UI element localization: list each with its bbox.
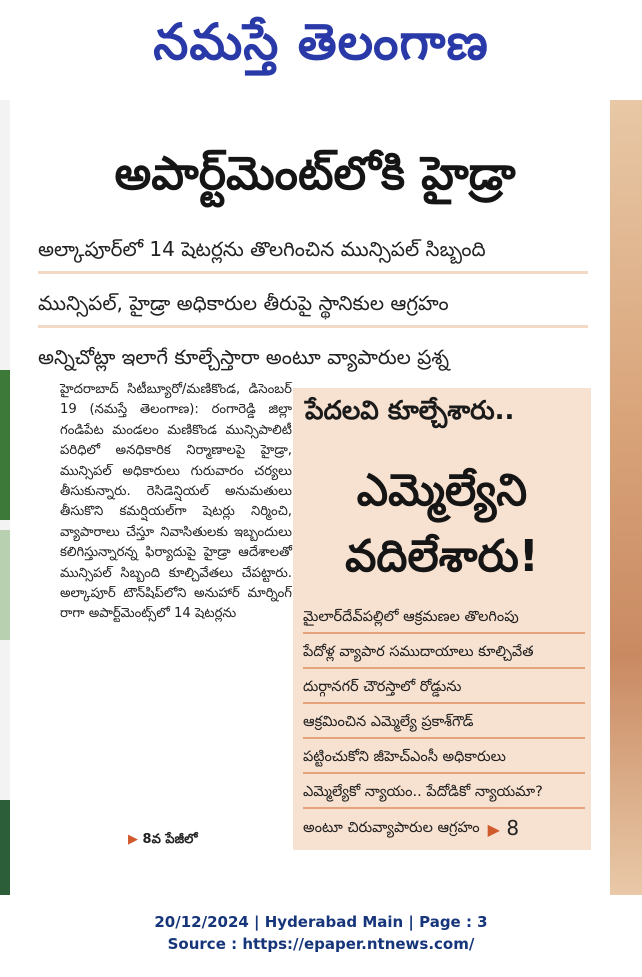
subheadline: అన్నిచోట్లా ఇలాగే కూల్చేస్తారా అంటూ వ్యాపారుల ప్రశ్న bbox=[38, 345, 450, 369]
sidebar-point: ఆక్రమించిన ఎమ్మెల్యే ప్రకాశ్‌గౌడ్ bbox=[303, 708, 585, 739]
adjacent-page-left bbox=[0, 100, 10, 895]
next-article-cut-headline bbox=[40, 848, 590, 895]
masthead bbox=[0, 0, 642, 96]
subheadline-list bbox=[38, 228, 588, 390]
article-clipping bbox=[10, 100, 610, 895]
sidebar-point: దుర్గానగర్ చౌరస్తాలో రోడ్డును bbox=[303, 673, 585, 704]
article-headline: అపార్ట్‌మెంట్‌లోకి హైడ్రా bbox=[114, 146, 516, 200]
sidebar-points bbox=[303, 603, 585, 848]
sidebar-point-with-ref bbox=[303, 813, 585, 844]
article-body bbox=[60, 380, 292, 860]
arrow-icon: ▶ bbox=[487, 819, 500, 839]
continued-label: 8వ పేజీలో bbox=[142, 832, 198, 847]
sidebar-kicker: పేదలవి కూల్చేశారు.. bbox=[305, 396, 515, 426]
source-link[interactable]: Source : https://epaper.ntnews.com/ bbox=[167, 935, 475, 953]
article-body-text: రంగారెడ్డి జిల్లా గండిపేట మండలం మణికొండ మున్సిపాలిటీ పరిధిలో అనధికారిక నిర్మాణాలపై హైడ్రా, మున్సిపల్ అధికారులు గురువారం చర్యలు తీసుకున్నారు. రెసిడెన్షియల్ అనుమతులు తీసుకొని కమర్షియల్‌గా షెటర్లు నిర్మించి, వ్యాపారాలు చేస్తూ నివాసితులకు ఇబ్బందులు కలిగిస్తున్నారన్న ఫిర్యాదుపై హైడ్రా ఆదేశాలతో మున్సిపల్ సిబ్బంది కూల్చివేతలు చేపట్టారు. అల్కాపూర్ టౌన్‌షిప్‌లోని అనుహార్ మార్నింగ్ రాగా అపార్ట్‌మెంట్స్‌లో 14 షెటర్లను bbox=[60, 402, 292, 622]
subheadline: మున్సిపల్, హైడ్రా అధికారుల తీరుపై స్థానికుల ఆగ్రహం bbox=[38, 282, 588, 328]
sidebar-quote-line: వదిలేశారు! bbox=[345, 531, 539, 582]
sidebar-point: అంటూ చిరువ్యాపారుల ఆగ్రహం bbox=[303, 820, 480, 836]
sidebar-quote bbox=[293, 458, 591, 590]
sidebar-point: ఎమ్మెల్యేకో న్యాయం.. పేదోడికో న్యాయమా? bbox=[303, 778, 585, 809]
article-byline: హైదరాబాద్ సిటీబ్యూరో/మణికొండ, డిసెంబర్ 19 (నమస్తే తెలంగాణ): bbox=[60, 382, 292, 418]
edition-info: 20/12/2024 | Hyderabad Main | Page : 3 bbox=[154, 913, 488, 931]
newspaper-logo: నమస్తే తెలంగాణ bbox=[153, 12, 489, 71]
sidebar-point: పేదోళ్ల వ్యాపార సముదాయాలు కూల్చివేత bbox=[303, 638, 585, 669]
source-footer bbox=[0, 905, 642, 977]
sidebar-point: పట్టించుకోని జీహెచ్ఎంసీ అధికారులు bbox=[303, 743, 585, 774]
page-reference-number: 8 bbox=[506, 815, 520, 840]
adjacent-page-right bbox=[610, 100, 642, 895]
sidebar-quote-line: ఎమ్మెల్యేని bbox=[356, 465, 528, 516]
cut-kicker-line bbox=[10, 100, 610, 118]
sidebar-point: మైలార్‌దేవ్‌పల్లిలో ఆక్రమణల తొలగింపు bbox=[303, 603, 585, 634]
subheadline: అల్కాపూర్‌లో 14 షెటర్లను తొలగించిన మున్సిపల్ సిబ్బంది bbox=[38, 228, 588, 274]
sidebar-box bbox=[293, 388, 591, 850]
page-reference bbox=[488, 814, 519, 844]
arrow-icon: ▶ bbox=[128, 832, 138, 847]
